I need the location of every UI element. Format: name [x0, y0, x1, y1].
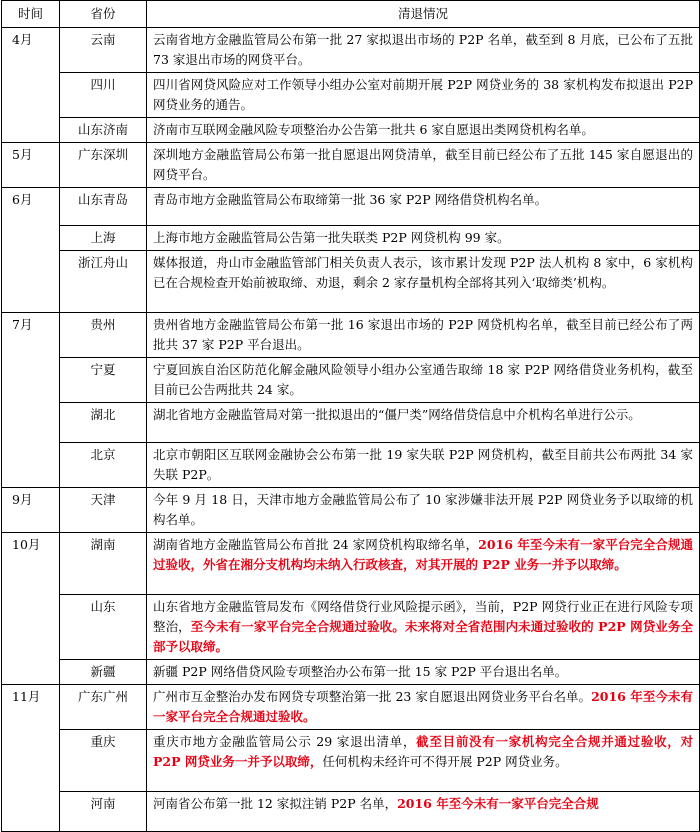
status-cell: 重庆市地方金融监管局公示 29 家退出清单，截至目前没有一家机构完全合规并通过验收，对 P2P 网贷业务一并予以取缔，任何机构未经许可不得开展 P2P 网贷业务。 [147, 730, 700, 792]
month-cell: 10月 [2, 533, 60, 685]
highlight-text: 至今未有一家平台完全合规通过验收。未来将对全省范围内未通过验收的 P2P 网贷业务全部予以取缔。 [153, 619, 693, 654]
status-cell: 四川省网贷风险应对工作领导小组办公室对前期开展 P2P 网贷业务的 38 家机构发布拟退出 P2P 网贷业务的通告。 [147, 73, 700, 118]
status-cell: 今年 9 月 18 日，天津市地方金融监管局公布了 10 家涉嫌非法开展 P2P 网贷业务予以取缔的机构名单。 [147, 488, 700, 533]
table-row [2, 730, 700, 792]
status-cell: 河南省公布第一批 12 家拟注销 P2P 名单，2016 年至今未有一家平台完全合规 [147, 792, 700, 832]
table-row [2, 251, 700, 313]
province-cell: 宁夏 [60, 358, 147, 403]
status-cell: 北京市朝阳区互联网金融协会公布第一批 19 家失联 P2P 网贷机构，截至目前共公布两批 34 家失联 P2P。 [147, 443, 700, 488]
province-cell: 湖北 [60, 403, 147, 443]
table-row [2, 488, 700, 533]
month-cell: 11月 [2, 685, 60, 832]
table-row [2, 685, 700, 730]
status-cell: 济南市互联网金融风险专项整治办公告第一批共 6 家自愿退出类网贷机构名单。 [147, 118, 700, 143]
status-cell: 宁夏回族自治区防范化解金融风险领导小组办公室通告取缔 18 家 P2P 网络借贷业务机构，截至目前已公告两批共 24 家。 [147, 358, 700, 403]
province-cell: 山东 [60, 595, 147, 660]
province-cell: 山东青岛 [60, 188, 147, 226]
status-cell: 广州市互金整治办发布网贷专项整治第一批 23 家自愿退出网贷业务平台名单。2016 年至今未有一家平台完全合规通过验收。 [147, 685, 700, 730]
highlight-text: 2016 年至今未有一家平台完全合规 [397, 796, 599, 811]
header-province: 省份 [60, 1, 147, 28]
header-status: 清退情况 [147, 1, 700, 28]
province-cell: 浙江舟山 [60, 251, 147, 313]
province-cell: 四川 [60, 73, 147, 118]
province-cell: 山东济南 [60, 118, 147, 143]
province-cell: 湖南 [60, 533, 147, 595]
table-row [2, 403, 700, 443]
highlight-text: 2016 年至今未有一家平台完全合规通过验收，外省在湘分支机构均未纳入行政核查，对其开展的 P2P 业务一并予以取缔。 [153, 537, 693, 572]
table-row [2, 443, 700, 488]
province-cell: 贵州 [60, 313, 147, 358]
province-cell: 天津 [60, 488, 147, 533]
table-row [2, 660, 700, 685]
status-cell: 青岛市地方金融监管局公布取缔第一批 36 家 P2P 网络借贷机构名单。 [147, 188, 700, 226]
header-time: 时间 [2, 1, 60, 28]
status-cell: 上海市地方金融监管局公告第一批失联类 P2P 网贷机构 99 家。 [147, 226, 700, 251]
table-row [2, 533, 700, 595]
status-cell: 媒体报道，舟山市金融监管部门相关负责人表示，该市累计发现 P2P 法人机构 8 家中，6 家机构已在合规检查开始前被取缔、劝退，剩余 2 家存量机构全部将其列入‘取缔类’机构。 [147, 251, 700, 313]
province-cell: 广东深圳 [60, 143, 147, 188]
table-row [2, 73, 700, 118]
status-cell: 山东省地方金融监管局发布《网络借贷行业风险提示函》，当前，P2P 网贷行业正在进行风险专项整治，至今未有一家平台完全合规通过验收。未来将对全省范围内未通过验收的 P2P 网贷业务全部予以取缔。 [147, 595, 700, 660]
province-cell: 重庆 [60, 730, 147, 792]
table-header-row [2, 1, 700, 28]
status-cell: 新疆 P2P 网络借贷风险专项整治办公布第一批 15 家 P2P 平台退出名单。 [147, 660, 700, 685]
status-cell: 湖北省地方金融监管局对第一批拟退出的“僵尸类”网络借贷信息中介机构名单进行公示。 [147, 403, 700, 443]
province-cell: 上海 [60, 226, 147, 251]
clearance-table [1, 0, 700, 832]
status-cell: 贵州省地方金融监管局公布第一批 16 家退出市场的 P2P 网贷机构名单，截至目前已经公布了两批共 37 家 P2P 平台退出。 [147, 313, 700, 358]
status-cell: 云南省地方金融监管局公布第一批 27 家拟退出市场的 P2P 名单，截至到 8 月底，已公布了五批 73 家退出市场的网贷平台。 [147, 28, 700, 73]
highlight-text: 2016 年至今未有一家平台完全合规通过验收。 [153, 689, 693, 724]
province-cell: 新疆 [60, 660, 147, 685]
month-cell: 9月 [2, 488, 60, 533]
table-row [2, 792, 700, 832]
month-cell: 5月 [2, 143, 60, 188]
month-cell: 4月 [2, 28, 60, 143]
province-cell: 广东广州 [60, 685, 147, 730]
province-cell: 北京 [60, 443, 147, 488]
table-row [2, 595, 700, 660]
month-cell: 7月 [2, 313, 60, 488]
province-cell: 云南 [60, 28, 147, 73]
month-cell: 6月 [2, 188, 60, 313]
table-row [2, 143, 700, 188]
table-row [2, 188, 700, 226]
table-row [2, 28, 700, 73]
table-row [2, 118, 700, 143]
province-cell: 河南 [60, 792, 147, 832]
table-row [2, 313, 700, 358]
highlight-text: 截至目前没有一家机构完全合规并通过验收，对 P2P 网贷业务一并予以取缔， [153, 734, 693, 769]
status-cell: 深圳地方金融监管局公布第一批自愿退出网贷清单，截至目前已经公布了五批 145 家自愿退出的网贷平台。 [147, 143, 700, 188]
status-cell: 湖南省地方金融监管局公布首批 24 家网贷机构取缔名单，2016 年至今未有一家平台完全合规通过验收，外省在湘分支机构均未纳入行政核查，对其开展的 P2P 业务一并予以取缔。 [147, 533, 700, 595]
table-row [2, 358, 700, 403]
table-row [2, 226, 700, 251]
